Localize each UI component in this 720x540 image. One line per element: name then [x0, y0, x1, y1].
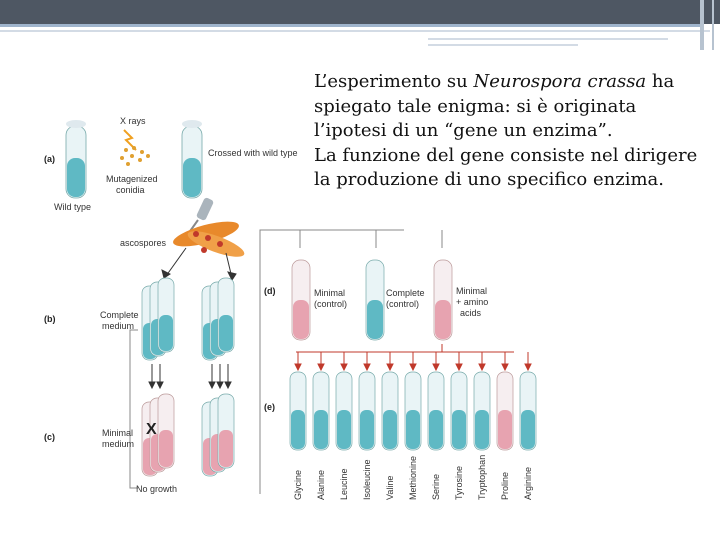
side-line [712, 0, 714, 50]
label-mutagenized: Mutagenized [106, 174, 158, 184]
label-complete-control-2: (control) [386, 299, 420, 309]
amino-acid-label: Valine [385, 475, 395, 500]
wild-type-tube [66, 120, 86, 198]
label-wild-type: Wild type [54, 202, 92, 212]
amino-acid-label: Alanine [316, 469, 326, 500]
header-stripe [0, 30, 710, 32]
amino-acid-tubes [290, 372, 536, 450]
panel-label-d: (d) [264, 286, 276, 296]
amino-acid-label: Tryptophan [477, 454, 487, 500]
complete-medium-tubes [142, 278, 234, 360]
no-growth-x-mark: X [146, 421, 157, 438]
label-complete-control: Complete [386, 288, 425, 298]
header-bar [0, 0, 720, 24]
paragraph-experiment: L’esperimento su Neurospora crassa ha spiegato tale enigma: si è originata l’ipotesi di un “gene un enzima”. [314, 71, 675, 141]
label-minimal-medium: Minimal [102, 428, 134, 438]
distribution-lines [296, 344, 514, 352]
label-conidia: conidia [116, 185, 145, 195]
crossed-tube [182, 120, 202, 198]
panel-label-e: (e) [264, 402, 275, 412]
mutagenized-conidia [120, 146, 150, 166]
header-accent-line [0, 24, 700, 27]
label-complete-medium: Complete [100, 310, 139, 320]
panel-label-b: (b) [44, 314, 56, 324]
label-no-growth: No growth [136, 484, 178, 494]
label-complete-medium-2: medium [102, 321, 135, 331]
label-minimal-medium-2: medium [102, 439, 135, 449]
side-line [700, 0, 704, 50]
label-minimal-control-2: (control) [314, 299, 348, 309]
amino-acid-label: Proline [500, 471, 510, 500]
amino-acid-label: Leucine [339, 468, 349, 500]
paragraph-gene-function: La funzione del gene consiste nel dirigere la produzione di uno specifico enzima. [314, 144, 698, 190]
amino-acid-label: Isoleucine [362, 459, 372, 500]
neurospora-experiment-figure [36, 108, 556, 508]
amino-acid-labels [293, 455, 533, 500]
amino-arrows [295, 352, 531, 370]
amino-acid-label: Methionine [408, 455, 418, 500]
label-minimal-amino: Minimal [456, 286, 488, 296]
label-minimal-amino-3: acids [460, 308, 482, 318]
header-stripe [428, 38, 668, 40]
header-stripe [428, 44, 578, 46]
panel-label-a: (a) [44, 154, 55, 164]
connector-to-panel-d [130, 230, 442, 494]
ascospores-cluster [171, 217, 247, 262]
label-x-rays: X rays [120, 116, 146, 126]
panel-label-c: (c) [44, 432, 55, 442]
amino-acid-label: Glycine [293, 469, 303, 500]
label-ascospores: ascospores [120, 238, 167, 248]
amino-acid-label: Serine [431, 473, 441, 500]
arrows-to-minimal [149, 364, 231, 388]
label-minimal-amino-2: + amino [456, 297, 489, 307]
label-crossed-with-wild-type: Crossed with wild type [208, 148, 298, 158]
amino-acid-label: Tyrosine [454, 465, 464, 500]
label-minimal-control: Minimal [314, 288, 346, 298]
amino-acid-label: Arginine [523, 466, 533, 500]
